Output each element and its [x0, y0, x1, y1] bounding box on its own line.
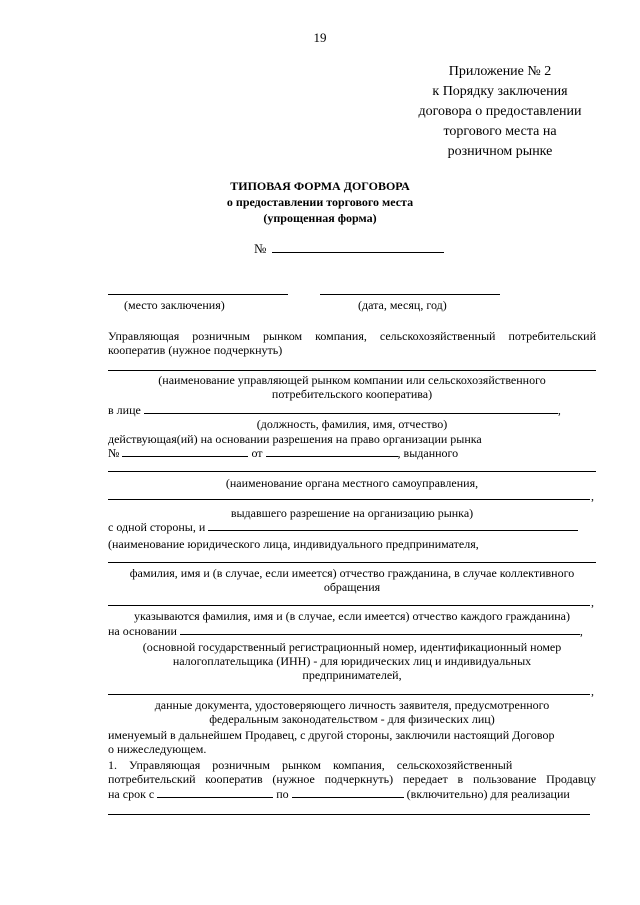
one-side-label: с одной стороны, и: [108, 520, 206, 534]
representative-field[interactable]: [144, 403, 558, 414]
ids-caption: предпринимателей,: [302, 668, 402, 682]
contract-number-field[interactable]: [272, 240, 444, 253]
seller-text: именуемый в дальнейшем Продавец, с другой стороны, заключили настоящий Договор: [108, 728, 555, 742]
title-line: (упрощенная форма): [263, 211, 377, 225]
citizen-caption: обращения: [323, 580, 381, 594]
party-name-field[interactable]: [208, 520, 578, 531]
term-start-field[interactable]: [157, 787, 273, 798]
in-person-label: в лице: [108, 403, 141, 417]
term-row: [108, 787, 596, 802]
comma: ,: [591, 489, 594, 503]
comma: ,: [591, 684, 594, 698]
authority-caption: (наименование органа местного самоуправления,: [225, 476, 479, 490]
party-name-field-3[interactable]: [108, 605, 590, 606]
goods-field[interactable]: [108, 814, 590, 815]
intro-text: Управляющая розничным рынком компания, сельскохозяйственный потребительский: [108, 329, 596, 343]
citizen-caption: фамилия, имя и (в случае, если имеется) отчество гражданина, в случае коллективного: [129, 566, 575, 580]
company-caption: потребительского кооператива): [271, 387, 433, 401]
acting-basis-text: действующая(ий) на основании разрешения на право организации рынка: [108, 432, 482, 446]
entity-caption: (наименование юридического лица, индивидуального предпринимателя,: [108, 537, 479, 551]
contract-number-label: №: [254, 241, 267, 256]
place-field[interactable]: [108, 294, 288, 295]
appendix-line: Приложение № 2: [448, 64, 552, 79]
one-side-row: [108, 520, 596, 535]
item-1-text: потребительский кооператив (нужное подчеркнуть) передает в пользование Продавцу: [108, 772, 596, 786]
party-name-field-2[interactable]: [108, 562, 596, 563]
page-number: 19: [313, 30, 327, 45]
term-end-field[interactable]: [292, 787, 404, 798]
appendix-line: к Порядку заключения: [432, 84, 568, 99]
in-person-row: [108, 403, 596, 418]
document-title: [0, 178, 640, 226]
basis-field[interactable]: [180, 624, 580, 635]
authority-field[interactable]: [108, 471, 596, 472]
permit-issued-label: , выданного: [397, 446, 459, 460]
on-basis-row: [108, 624, 596, 639]
contract-number: [254, 240, 444, 257]
basis-field-2[interactable]: [108, 694, 590, 695]
term-to-label: по: [276, 787, 289, 801]
title-line: о предоставлении торгового места: [226, 195, 414, 209]
permit-number-label: №: [108, 446, 120, 460]
appendix-line: торгового места на: [443, 124, 557, 139]
appendix-header: [400, 62, 600, 162]
authority-caption: выдавшего разрешение на организацию рынка): [230, 506, 474, 520]
comma: ,: [591, 595, 594, 609]
date-caption: (дата, месяц, год): [358, 298, 447, 312]
doc-caption: данные документа, удостоверяющего личность заявителя, предусмотренного: [154, 698, 550, 712]
term-inclusive-label: (включительно) для реализации: [406, 787, 570, 801]
authority-field-2[interactable]: [108, 499, 590, 500]
each-citizen-caption: указываются фамилия, имя и (в случае, если имеется) отчество каждого гражданина): [133, 609, 571, 623]
person-caption: (должность, фамилия, имя, отчество): [256, 417, 448, 431]
appendix-line: розничном рынке: [447, 144, 553, 159]
doc-caption: федеральным законодательством - для физических лиц): [209, 712, 495, 726]
permit-number-field[interactable]: [122, 446, 248, 457]
company-caption: (наименование управляющей рынком компании или сельскохозяйственного: [158, 373, 546, 387]
ids-caption: (основной государственный регистрационный номер, идентификационный номер: [142, 640, 562, 654]
intro-text: кооператив (нужное подчеркнуть): [108, 343, 283, 357]
permit-from-label: от: [251, 446, 263, 460]
place-caption: (место заключения): [124, 298, 225, 312]
comma: ,: [579, 624, 583, 638]
item-1-text: 1. Управляющая розничным рынком компания, сельскохозяйственный: [108, 758, 513, 772]
seller-text: о нижеследующем.: [108, 742, 207, 756]
title-line: ТИПОВАЯ ФОРМА ДОГОВОРА: [230, 179, 410, 193]
appendix-line: договора о предоставлении: [418, 104, 582, 119]
permit-date-field[interactable]: [266, 446, 398, 457]
on-basis-label: на основании: [108, 624, 177, 638]
ids-caption: налогоплательщика (ИНН) - для юридических лиц и индивидуальных: [172, 654, 532, 668]
term-from-label: на срок с: [108, 787, 155, 801]
permit-row: [108, 446, 596, 461]
date-field[interactable]: [320, 294, 500, 295]
company-name-field[interactable]: [108, 370, 596, 371]
comma: ,: [557, 403, 561, 417]
